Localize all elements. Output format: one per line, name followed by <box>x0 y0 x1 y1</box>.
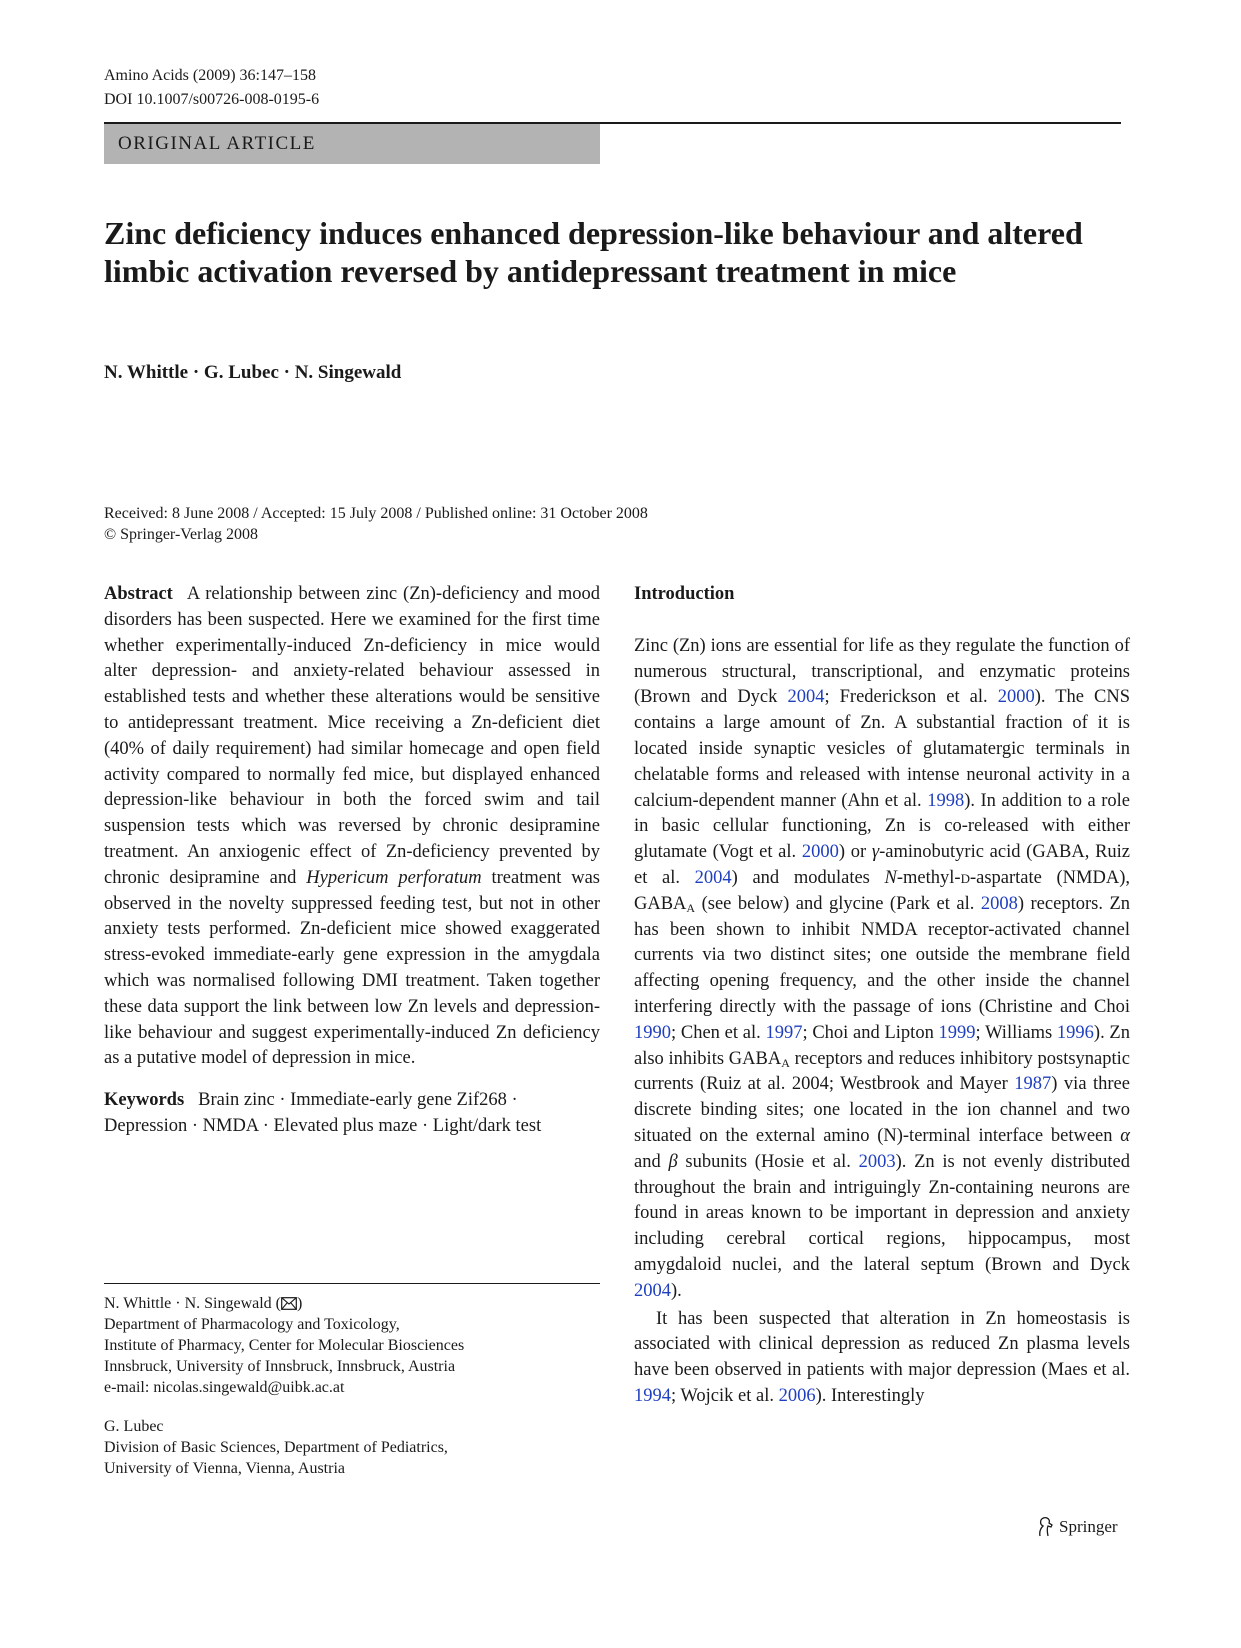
abstract-italic-species: Hypericum perforatum <box>306 867 482 888</box>
citation-link[interactable]: 1996 <box>1056 1022 1094 1043</box>
citation-link[interactable]: 2004 <box>787 687 825 708</box>
publication-dates <box>104 503 648 545</box>
citation-link[interactable]: 2008 <box>980 893 1018 914</box>
publisher-name: Springer <box>1059 1517 1118 1536</box>
journal-citation: Amino Acids (2009) 36:147–158 <box>104 67 316 84</box>
abstract <box>104 582 600 1072</box>
citation-link[interactable]: 2000 <box>997 687 1035 708</box>
journal-header <box>104 64 319 112</box>
citation-link[interactable]: 1997 <box>765 1022 803 1043</box>
footnote-rule <box>104 1283 600 1284</box>
footnote-line-1: N. Whittle · N. Singewald ( ) <box>104 1295 303 1312</box>
date-history: Received: 8 June 2008 / Accepted: 15 July 2008 / Published online: 31 October 2008 <box>104 505 648 522</box>
intro-paragraph-2: It has been suspected that alteration in Zn homeostasis is associated with clinical depression as reduced Zn plasma levels have been observed in patients with major depression (Maes et al. 1994; Wojcik et al. 2006). Interestingly <box>634 1308 1130 1406</box>
citation-link[interactable]: 2006 <box>778 1385 816 1406</box>
footnote-line-6: G. Lubec <box>104 1418 164 1435</box>
keywords <box>104 1088 600 1140</box>
author-list: N. Whittle · G. Lubec · N. Singewald <box>104 362 402 383</box>
right-column <box>634 582 1130 1410</box>
keywords-heading: Keywords <box>104 1090 185 1111</box>
intro-paragraph-1: Zinc (Zn) ions are essential for life as they regulate the function of numerous structural, transcriptional, and enzymatic proteins (Brown and Dyck 2004; Frederickson et al. 2000). The CNS contains a large amount of Zn. A substantial fraction of it is located inside synaptic vesicles of glutamatergic terminals in chelatable forms and released with intense neuronal activity in a calcium-dependent manner (Ahn et al. 1998). In addition to a role in basic cellular functioning, Zn is co-released with either glutamate (Vogt et al. 2000) or γ-aminobutyric acid (GABA, Ruiz et al. 2004) and modulates N-methyl-d-aspartate (NMDA), $GABA_A$ (see below) and glycine (Park et al. 2008) receptors. Zn has been shown to inhibit NMDA receptor-activated channel currents via two distinct sites; one outside the membrane field affecting opening frequency, and the other inside the channel interfering directly with the passage of ions (Christine and Choi 1990; Chen et al. 1997; Choi and Lipton 1999; Williams 1996). Zn also inhibits $GABA_A$ receptors and reduces inhibitory postsynaptic currents (Ruiz at al. 2004; Westbrook and Mayer 1987) via three discrete binding sites; one located in the ion channel and two situated on the external amino (N)-terminal interface between α and β subunits (Hosie et al. 2003). Zn is not evenly distributed throughout the brain and intriguingly Zn-containing neurons are found in areas known to be important in depression and anxiety including cerebral cortical regions, hippocampus, most amygdaloid nuclei, and the lateral septum (Brown and Dyck 2004). <box>634 635 1131 1301</box>
citation-link[interactable]: 2004 <box>694 867 732 888</box>
footnote-email[interactable]: e-mail: nicolas.singewald@uibk.ac.at <box>104 1379 345 1396</box>
abstract-text-2: treatment was observed in the novelty suppressed feeding test, but not in other anxiety tests performed. Zn-deficient mice showed exaggerated stress-evoked immediate-early gene expression in the amygdala which was normalised following DMI treatment. Taken together these data support the link between low Zn levels and depression-like behaviour and suggest experimentally-induced Zn deficiency as a putative model of depression in mice. <box>104 867 601 1069</box>
footnote-line-2: Department of Pharmacology and Toxicology, <box>104 1316 400 1333</box>
article-type-banner: ORIGINAL ARTICLE <box>104 124 600 164</box>
footnote-line-4: Innsbruck, University of Innsbruck, Innsbruck, Austria <box>104 1358 456 1375</box>
citation-link[interactable]: 1999 <box>938 1022 976 1043</box>
publisher-mark <box>1035 1516 1118 1538</box>
abstract-heading: Abstract <box>104 584 173 604</box>
keywords-text: Brain zinc · Immediate-early gene Zif268 · Depression · NMDA · Elevated plus maze · Light/dark test <box>104 1090 542 1136</box>
copyright: © Springer-Verlag 2008 <box>104 526 259 543</box>
doi: DOI 10.1007/s00726-008-0195-6 <box>104 91 320 108</box>
citation-link[interactable]: 2004 <box>634 1280 671 1301</box>
left-column <box>104 582 600 1140</box>
citation-link[interactable]: 2003 <box>858 1151 896 1172</box>
citation-link[interactable]: 1994 <box>634 1385 671 1406</box>
springer-horse-icon <box>1035 1516 1055 1538</box>
citation-link[interactable]: 1987 <box>1014 1074 1052 1095</box>
footnote-line-8: University of Vienna, Vienna, Austria <box>104 1460 345 1477</box>
citation-link[interactable]: 1990 <box>634 1022 671 1043</box>
envelope-icon <box>281 1297 297 1310</box>
citation-link[interactable]: 2000 <box>801 842 839 863</box>
article-title: Zinc deficiency induces enhanced depression-like behaviour and altered limbic activation reversed by antidepressant treatment in mice <box>104 215 1083 289</box>
footnote-gap <box>104 1398 464 1416</box>
introduction-heading: Introduction <box>634 584 735 604</box>
author-affiliations <box>104 1293 464 1479</box>
footnote-line-3: Institute of Pharmacy, Center for Molecular Biosciences <box>104 1337 465 1354</box>
footnote-line-7: Division of Basic Sciences, Department of Pediatrics, <box>104 1439 448 1456</box>
abstract-text-1: A relationship between zinc (Zn)-deficiency and mood disorders has been suspected. Here we examined for the first time whether experimentally-induced Zn-deficiency in mice would alter depression- and anxiety-related behaviour assessed in established tests and whether these alterations would be sensitive to antidepressant treatment. Mice receiving a Zn-deficient diet (40% of daily requirement) had similar homecage and open field activity compared to normally fed mice, but displayed enhanced depression-like behaviour in both the forced swim and tail suspension tests which was reversed by chronic desipramine treatment. An anxiogenic effect of Zn-deficiency prevented by chronic desipramine and <box>104 584 600 888</box>
citation-link[interactable]: 1998 <box>927 790 965 811</box>
